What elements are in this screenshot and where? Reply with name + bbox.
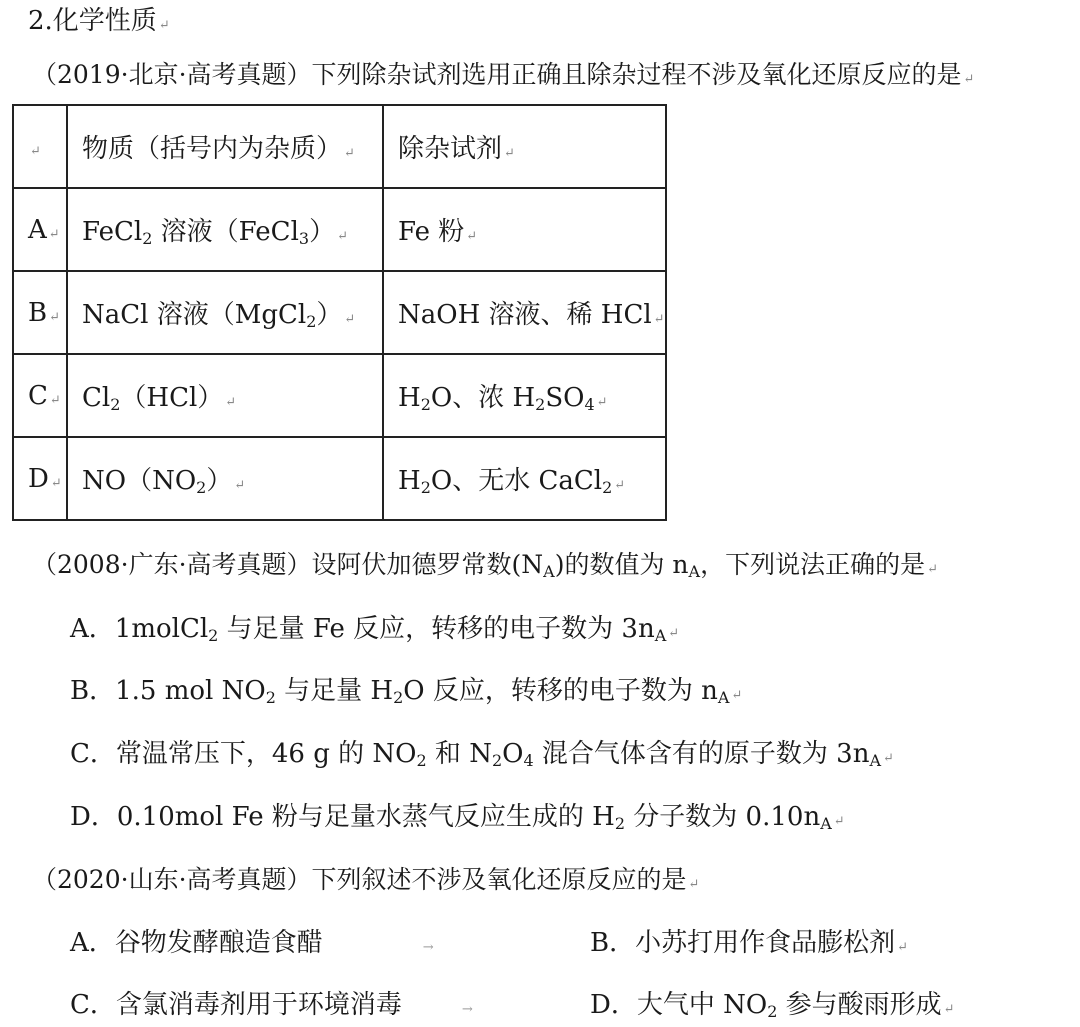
table-header-cell: ↵ <box>13 105 67 188</box>
question-2-option-b: B．1.5 mol $NO_2$ 与足量 $H_2O$ 反应，转移的电子数为 $n_A$ ↵ <box>70 676 743 707</box>
table-row <box>13 354 666 437</box>
row-label: A ↵ <box>13 188 67 271</box>
reagent-cell: $H_2O$、无水 CaCl$_2$ ↵ <box>383 437 666 520</box>
table-row <box>13 437 666 520</box>
reagent-cell: $H_2O$、浓 $H_2SO_4$ ↵ <box>383 354 666 437</box>
row-label: B ↵ <box>13 271 67 354</box>
table-header-row <box>13 105 666 188</box>
reagent-cell: Fe 粉 ↵ <box>383 188 666 271</box>
table-header-cell: 物质（括号内为杂质） ↵ <box>67 105 383 188</box>
substance-cell: $Cl_2(HCl)$ ↵ <box>67 354 383 437</box>
table-header-cell: 除杂试剂 ↵ <box>383 105 666 188</box>
question-2-option-a: A．1molCl$_2$ 与足量 Fe 反应，转移的电子数为 $3n_A$ ↵ <box>70 614 680 645</box>
question-1-table <box>12 104 667 521</box>
question-1-stem: （2019·北京·高考真题）下列除杂试剂选用正确且除杂过程不涉及氧化还原反应的是 ↵ <box>32 60 975 89</box>
question-3-option-a: A．谷物发酵酿造食醋 → <box>70 928 434 958</box>
question-3-option-c: C．含氯消毒剂用于环境消毒 → <box>70 990 473 1020</box>
table-row <box>13 188 666 271</box>
substance-cell: $NO(NO_2)$ ↵ <box>67 437 383 520</box>
question-2-option-d: D．0.10mol Fe 粉与足量水蒸气反应生成的 $H_2$ 分子数为 $0.10n_A$ ↵ <box>70 802 845 833</box>
question-3-option-d: D．大气中 $NO_2$ 参与酸雨形成 ↵ <box>590 990 955 1021</box>
question-2-stem: （2008·广东·高考真题）设阿伏加德罗常数$(N_A)$的数值为 $n_A$，下列说法正确的是 ↵ <box>32 550 939 581</box>
substance-cell: FeCl$_2$ 溶液（FeCl$_3$） ↵ <box>67 188 383 271</box>
question-3-option-b: B．小苏打用作食品膨松剂 ↵ <box>590 928 909 958</box>
reagent-cell: NaOH 溶液、稀 HCl ↵ <box>383 271 666 354</box>
table-row <box>13 271 666 354</box>
substance-cell: NaCl 溶液（MgCl$_2$） ↵ <box>67 271 383 354</box>
section-title: 2.化学性质 ↵ <box>28 6 170 36</box>
question-3-stem: （2020·山东·高考真题）下列叙述不涉及氧化还原反应的是 ↵ <box>32 865 700 894</box>
row-label: C ↵ <box>13 354 67 437</box>
row-label: D ↵ <box>13 437 67 520</box>
question-2-option-c: C．常温常压下，46 g 的 $NO_2$ 和 $N_2O_4$ 混合气体含有的原子数为 $3n_A$ ↵ <box>70 739 894 770</box>
